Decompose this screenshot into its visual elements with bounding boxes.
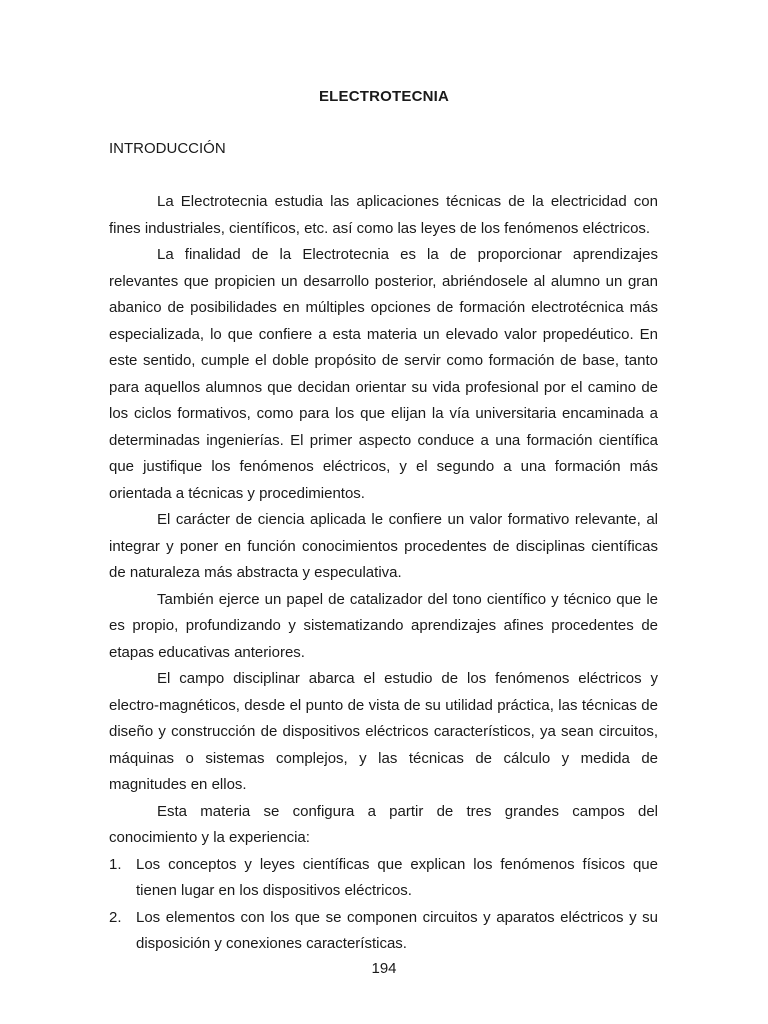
numbered-list: [109, 852, 658, 958]
paragraph: Esta materia se configura a partir de tres grandes campos del conocimiento y la experiencia:: [109, 802, 658, 846]
paragraph: La Electrotecnia estudia las aplicaciones técnicas de la electricidad con fines industriales, científicos, etc. así como las leyes de los fenómenos eléctricos.: [109, 193, 658, 237]
section-heading: INTRODUCCIÓN: [109, 140, 226, 157]
list-item-number: 1.: [109, 855, 122, 873]
paragraph: También ejerce un papel de catalizador del tono científico y técnico que le es propio, profundizando y sistematizando aprendizajes afines procedentes de etapas educativas anteriores.: [109, 590, 658, 661]
body-text: [109, 189, 658, 958]
list-item: [109, 852, 658, 905]
paragraph: El campo disciplinar abarca el estudio de los fenómenos eléctricos y electro-magnéticos, desde el punto de vista de su utilidad práctica, las técnicas de diseño y construcción de dispositivos eléctricos característicos, ya sean circuitos, máquinas o sistemas complejos, y las técnicas de cálculo y medida de magnitudes en ellos.: [109, 670, 658, 793]
paragraph: La finalidad de la Electrotecnia es la de proporcionar aprendizajes relevantes que propicien un desarrollo posterior, abriéndosele al alumno un gran abanico de posibilidades en múltiples opciones de formación electrotécnica más especializada, lo que confiere a esta materia un elevado valor propedéutico. En este sentido, cumple el doble propósito de servir como formación de base, tanto para aquellos alumnos que decidan orientar su vida profesional por el camino de los ciclos formativos, como para los que elijan la vía universitaria encaminada a determinadas ingenierías. El primer aspecto conduce a una formación científica que justifique los fenómenos eléctricos, y el segundo a una formación más orientada a técnicas y procedimientos.: [109, 246, 658, 502]
list-item: [109, 905, 658, 958]
list-item-text: Los elementos con los que se componen circuitos y aparatos eléctricos y su disposición y conexiones características.: [136, 908, 658, 952]
list-item-text: Los conceptos y leyes científicas que explican los fenómenos físicos que tienen lugar en los dispositivos eléctricos.: [136, 855, 658, 899]
paragraph: El carácter de ciencia aplicada le confiere un valor formativo relevante, al integrar y poner en función conocimientos procedentes de disciplinas científicas de naturaleza más abstracta y especulativa.: [109, 511, 658, 581]
page-title: ELECTROTECNIA: [318, 88, 450, 105]
page-number: 194: [371, 960, 397, 977]
list-item-number: 2.: [109, 908, 122, 926]
